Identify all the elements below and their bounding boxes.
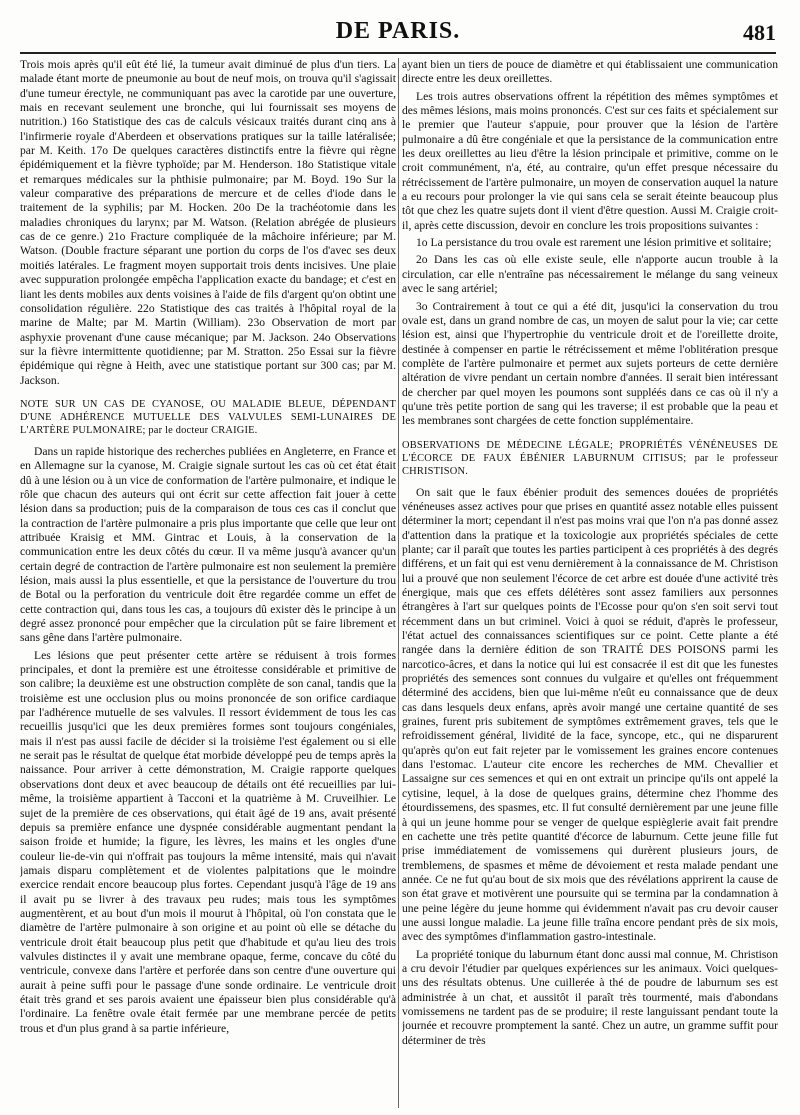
paragraph: ayant bien un tiers de pouce de diamètre et qui établissaient une communication directe entre les deux oreillettes. (402, 58, 778, 86)
article-heading: NOTE SUR UN CAS DE CYANOSE, OU MALADIE BLEUE, DÉPENDANT D'UNE ADHÉRENCE MUTUELLE DES VALVULES SEMI-LUNAIRES DE L'ARTÈRE PULMONAIRE; par le docteur CRAIGIE. (20, 398, 396, 436)
paragraph: Trois mois après qu'il eût été lié, la tumeur avait diminué de plus d'un tiers. La malade étant morte de pneumonie au bout de neuf mois, on trouva qu'il s'agissait d'une tumeur érectyle, ne communiquant pas avec la carotide par une ouverture, mais en recevant seulement une bronche, qui lui fournissait ses moyens de nutrition.) 16o Statistique des cas de calculs vésicaux traités durant cinq ans à l'infirmerie royale d'Aberdeen et observations pratiques sur la taille latéralisée; par M. Keith. 17o De quelques caractères distinctifs entre la fièvre qui règne épidémiquement et la fièvre typhoïde; par M. Henderson. 18o Statistique vitale et remarques médicales sur la phthisie pulmonaire; par M. Boyd. 19o Sur la valeur comparative des préparations de mercure et de celles d'iode dans le traitement de la syphilis; par M. Hocken. 20o De la trachéotomie dans les maladies chroniques du larynx; par M. Watson. (Relation abrégée de plusieurs cas de ce genre.) 21o Fracture compliquée de la mâchoire inférieure; par M. Watson. (Double fracture séparant une portion du corps de l'os d'avec ses deux moitiés latérales. Le fragment moyen supportait trois dents incisives. Une plaie avec suppuration prolongée empêcha l'application exacte du bandage; et c'est en liant les dents mobiles aux dents voisines à l'aide de fils d'argent qu'on obtint une consolidation régulière. 22o Statistique des cas traités à l'hôpital royal de la marine de Malte; par M. Martin (William). 23o Observation de mort par asphyxie provenant d'une cause mécanique; par M. Jackson. 24o Observations sur la fièvre intermittente quotidienne; par M. Stratton. 25o Essai sur la fièvre épidémique qui règne à Heith, avec une statistique portant sur 300 cas; par M. Jackson. (20, 58, 396, 387)
paragraph: La propriété tonique du laburnum étant donc aussi mal connue, M. Christison a cru devoir l'étudier par quelques expériences sur les animaux. Voici quelques-uns des résultats obtenus. Une cuillerée à thé de poudre de laburnum ses est administrée à un chat, et aussitôt il paraît très tourmenté, mais d'abondans vomissemens ne tardent pas de se produire; il reste languissant pendant toute la journée et recouvre promptement la santé. Chez un autre, un gramme suffit pour déterminer de très (402, 947, 778, 1047)
running-title: DE PARIS. (335, 18, 461, 44)
header-rule (20, 52, 776, 54)
page-number: 481 (743, 20, 776, 45)
column-divider (398, 58, 399, 1108)
right-column (402, 58, 778, 1108)
paragraph: 3o Contrairement à tout ce qui a été dit, jusqu'ici la conservation du trou ovale est, dans un grand nombre de cas, un moyen de salut pour la vie; car cette lésion est, ainsi que l'hypertrophie du ventricule droit et de l'oreillette droite, destinée à compenser en partie le rétrécissement et même l'oblitération presque complète de l'artère pulmonaire et permet aux sujets porteurs de cette dernière altération de vivre pendant un certain nombre d'années. Il serait bien intéressant de chercher par quel moyen les poumons sont suppléés dans ce cas où il n'y a qu'une très petite portion de sang qui les traverse; il est probable que la peau et les membranes sont chargées de cette fonction supplémentaire. (402, 299, 778, 428)
page-header (20, 12, 776, 52)
paragraph: Dans un rapide historique des recherches publiées en Angleterre, en France et en Allemagne sur la cyanose, M. Craigie signale surtout les cas où cet état était dû à une lésion ou à un vice de conformation de l'artère pulmonaire, et indique le rôle que chacun des auteurs qui ont écrit sur cette affection fait jouer à cette lésion dans sa production; puis de la comparaison de tous ces cas il conclut que la contraction de l'artère pulmonaire a pris plus importante que celle que leur ont attribuée Kraisig et MM. Gintrac et Louis, à la conservation de la communication entre les deux côtés du cœur. Il va même jusqu'à avancer qu'un certain degré de contraction de l'artère pulmonaire est non seulement la première lésion, mais aussi la plus essentielle, et que la persistance de l'ouverture du trou de Botal ou la perforation du ventricule doit être regardée comme un effet de cette contraction qui, dans tous les cas, a toujours dû exister dès le principe à un degré assez prononcé pour empêcher que la circulation pût se faire librement et sans gêne dans l'artère pulmonaire. (20, 444, 396, 645)
article-heading: OBSERVATIONS DE MÉDECINE LÉGALE; PROPRIÉTÉS VÉNÉNEUSES DE L'ÉCORCE DE FAUX ÉBÉNIER LABURNUM CITISUS; par le professeur CHRISTISON. (402, 439, 778, 477)
paragraph: 1o La persistance du trou ovale est rarement une lésion primitive et solitaire; (416, 236, 772, 250)
left-column (20, 58, 396, 1108)
paragraph: 2o Dans les cas où elle existe seule, elle n'apporte aucun trouble à la circulation, car elle n'entraîne pas nécessairement le mélange du sang veineux avec le sang artériel; (402, 253, 778, 296)
paragraph: On sait que le faux ébénier produit des semences douées de propriétés vénéneuses assez actives pour que prises en quantité assez notable elles puissent déterminer la mort; cependant il n'est pas moins vrai que l'on n'a pas donné assez d'attention dans la pratique et la toxicologie aux propriétés spéciales de cette plante; car il paraît que toutes les parties participent à ces propriétés à des degrés différens, et un fait qui est venu dernièrement à la connaissance de M. Christison lui a prouvé que non seulement l'écorce de cet arbre est douée d'une activité très énergique, mais que ces effets délétères sont assez familiers aux personnes étrangères à l'art sur quelques points de l'Ecosse pour qu'on s'en soit servi tout récemment dans un but criminel. Voici à quoi se réduit, d'après le professeur, l'état actuel des connaissances scientifiques sur ce point. Cette plante a été rangée dans la dernière édition de son TRAITÉ DES POISONS parmi les narcotico-âcres, et dans la notice qui lui est consacrée il est dit que les funestes propriétés des semences sont connues du vulgaire et qu'elles ont fréquemment déterminé des accidens, bien que lui-même n'eût eu connaissance que de deux cas dans lesquels deux enfans, après avoir mangé une certaine quantité de ses graines, furent pris subitement de symptômes extrêmement graves, tels que le refroidissement général, lividité de la face, syncope, etc., qui ne disparurent qu'après qu'on eut fait rejeter par le vomissement les graines encore contenues dans l'estomac. L'auteur cite encore les recherches de MM. Chevallier et Lassaigne sur ces semences et qui en ont extrait un principe qu'ils ont appelé la cytisine, lequel, à la dose de quelques grains, détermine chez l'homme des étourdissemens, des spasmes, etc. Il fut consulté dernièrement par une jeune fille à qui un jeune homme pour se venger de quelque espièglerie avait fait prendre en cachette une très petite quantité d'écorce de laburnum. Cette jeune fille fut prise immédiatement de vomissemens qui durèrent plusieurs jours, de tremblemens, de spasmes et même de dévoiement et resta malade pendant une année. Ce ne fut qu'au bout de six mois que des révélations apprirent la cause de son état grave et motivèrent une poursuite qui se termina par la condamnation à une peine légère du jeune homme qui évidemment n'avait pas cru devoir causer une aussi longue maladie. La jeune fille traîna encore pendant près de six mois, avec des symptômes d'inflammation gastro-intestinale. (402, 485, 778, 944)
paragraph: Les trois autres observations offrent la répétition des mêmes symptômes et des mêmes lésions, mais moins prononcés. C'est sur ces faits et spécialement sur le premier que l'auteur s'appuie, pour prouver que la lésion de l'artère pulmonaire a dû être congéniale et que la persistance de la communication entre les deux oreillettes au lieu d'être la lésion principale et primitive, comme on le croit communément, n'a, été, au contraire, qu'un effet presque nécessaire du rétrécissement de l'artère pulmonaire, un moyen de conservation auquel la nature a eu recours pour prolonger la vie qui sans cela se serait éteinte beaucoup plus tôt que chez les quatre sujets dont il vient d'être question. Aussi M. Craigie croit-il, après cette discussion, devoir en conclure les trois propositions suivantes : (402, 89, 778, 232)
paragraph: Les lésions que peut présenter cette artère se réduisent à trois formes principales, et dont la première est une étroitesse considérable et primitive de son calibre; la deuxième est une obstruction complète de son canal, tandis que la troisième est une occlusion plus ou moins prononcée de son orifice cardiaque par l'adhérence mutuelle de ses valvules. Il ressort évidemment de tous les cas recueillis jusqu'ici que les deux premières formes sont toujours congéniales, mais il n'est pas aussi facile de décider si la troisième l'est également ou si elle ne serait pas le résultat de quelque état morbide développé peu de temps après la naissance. Pour arriver à cette démonstration, M. Craigie rapporte quelques observations dont deux et avec beaucoup de détails ont été recueillies par lui-même, la troisième appartient à Tacconi et la quatrième à M. Cruveilhier. Le sujet de la première de ces observations, qui était âgé de 19 ans, avait présenté depuis sa première enfance une dyspnée considérable augmentant pendant la saison froide et humide; la figure, les lèvres, les mains et les ongles d'une couleur lie-de-vin qui n'offrait pas toujours la même intensité, mais qui n'avait jamais disparu complètement et de violentes palpitations que le moindre exercice rendait encore beaucoup plus fortes. Cependant jusqu'à l'âge de 19 ans il avait pu se livrer à des travaux peu rudes; mais tous les symptômes augmentèrent, et au bout d'un mois il mourut à l'hôpital, où l'on constata que le diamètre de l'artère pulmonaire à son origine et au point où elle se détache du ventricule droit était beaucoup plus petit que d'habitude et qu'au lieu des trois valvules distinctes il y avait une membrane opaque, ferme, concave du côté du ventricule, convexe dans l'artère et perforée dans son centre d'une ouverture qui aurait à peine suffi pour le passage d'une sonde ordinaire. Le ventricule droit était très grand et ses parois avaient une épaisseur bien plus considérable qu'à l'ordinaire. La fenêtre ovale était fermée par une membrane percée de petits trous et d'un plus grand à sa partie inférieure, (20, 648, 396, 1035)
